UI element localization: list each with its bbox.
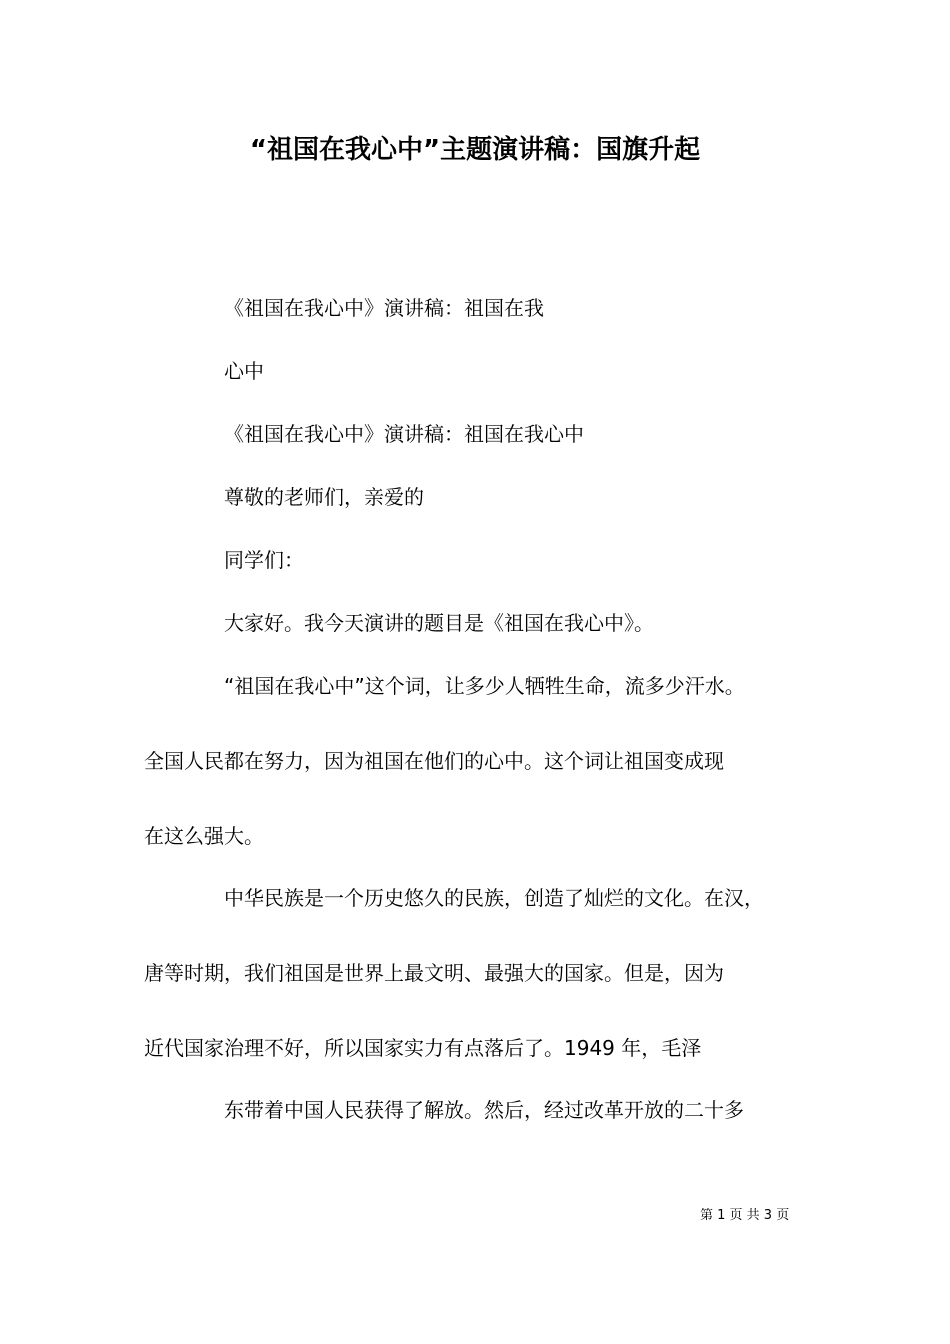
paragraph-line: 中华民族是一个历史悠久的民族，创造了灿烂的文化。在汉，	[224, 886, 764, 910]
paragraph-line: 心中	[224, 359, 264, 383]
document-title: “祖国在我心中”主题演讲稿：国旗升起	[249, 135, 701, 165]
paragraph-line: 《祖国在我心中》演讲稿：祖国在我心中	[224, 422, 584, 446]
paragraph-line: 同学们：	[224, 548, 304, 572]
paragraph-line: “祖国在我心中”这个词，让多少人牺牲生命，流多少汗水。	[224, 674, 745, 698]
paragraph-line: 近代国家治理不好，所以国家实力有点落后了。1949 年，毛泽	[144, 1036, 702, 1060]
paragraph-line: 唐等时期，我们祖国是世界上最文明、最强大的国家。但是，因为	[144, 961, 724, 985]
paragraph-line: 在这么强大。	[144, 824, 264, 848]
paragraph-line: 《祖国在我心中》演讲稿：祖国在我	[224, 296, 544, 320]
page-number: 第 1 页 共 3 页	[700, 1208, 790, 1223]
paragraph-line: 东带着中国人民获得了解放。然后，经过改革开放的二十多	[224, 1098, 744, 1122]
paragraph-line: 全国人民都在努力，因为祖国在他们的心中。这个词让祖国变成现	[144, 749, 724, 773]
paragraph-line: 大家好。我今天演讲的题目是《祖国在我心中》。	[224, 611, 654, 635]
paragraph-line: 尊敬的老师们，亲爱的	[224, 485, 424, 509]
